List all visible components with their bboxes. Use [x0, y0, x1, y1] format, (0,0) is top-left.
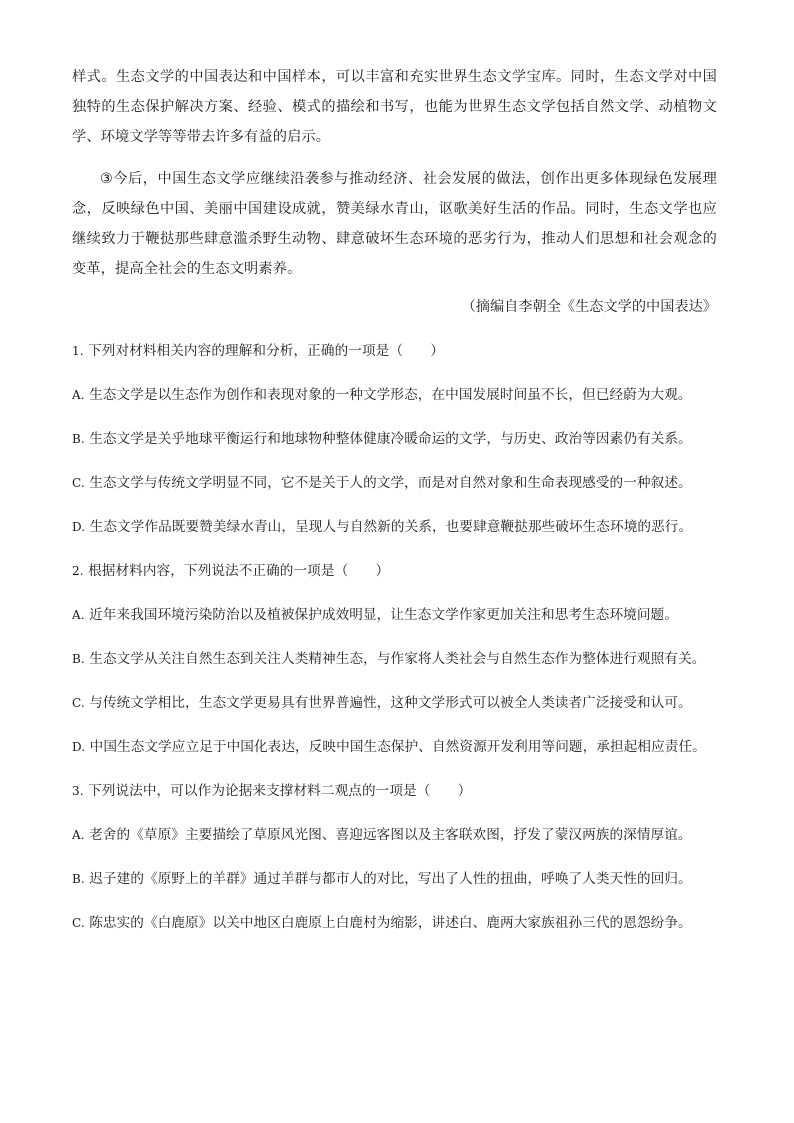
option-text: 老舍的《草原》主要描绘了草原风光图、喜迎远客图以及主客联欢图，抒发了蒙汉两族的深情厚谊。 — [89, 827, 692, 843]
question-number: 3. — [72, 784, 84, 798]
option-letter: B. — [72, 432, 85, 446]
option-letter: A. — [72, 608, 85, 622]
option-text: 生态文学作品既要赞美绿水青山，呈现人与自然新的关系，也要肆意鞭挞那些破坏生态环境的恶行。 — [89, 519, 693, 535]
option-text: 迟子建的《原野上的羊群》通过羊群与都市人的对比，写出了人性的扭曲，呼唤了人类天性的回归。 — [89, 871, 692, 887]
question-2 — [72, 556, 717, 762]
option-a — [72, 380, 717, 410]
question-stem — [72, 776, 717, 806]
option-text: 与传统文学相比，生态文学更易具有世界普遍性，这种文学形式可以被全人类读者广泛接受和认可。 — [89, 695, 692, 711]
option-d — [72, 512, 717, 542]
question-number: 2. — [72, 564, 84, 578]
option-text: 中国生态文学应立足于中国化表达，反映中国生态保护、自然资源开发利用等问题，承担起相应责任。 — [89, 739, 706, 755]
option-c — [72, 688, 717, 718]
question-text: 下列对材料相关内容的理解和分析，正确的一项是（ ） — [88, 343, 445, 359]
option-c — [72, 468, 717, 498]
question-text: 根据材料内容，下列说法不正确的一项是（ ） — [88, 563, 390, 579]
question-number: 1. — [72, 344, 84, 358]
question-stem — [72, 336, 717, 366]
option-text: 生态文学是以生态作为创作和表现对象的一种文学形态，在中国发展时间虽不长，但已经蔚为大观。 — [89, 387, 692, 403]
option-letter: C. — [72, 916, 85, 930]
option-text: 生态文学是关乎地球平衡运行和地球物种整体健康冷暖命运的文学，与历史、政治等因素仍有关系。 — [89, 431, 692, 447]
option-b — [72, 644, 717, 674]
question-stem — [72, 556, 717, 586]
passage-paragraph-1: 样式。生态文学的中国表达和中国样本，可以丰富和充实世界生态文学宝库。同时，生态文学对中国独特的生态保护解决方案、经验、模式的描绘和书写，也能为世界生态文学包括自然文学、动植物文学、环境文学等等带去许多有益的启示。 — [72, 69, 717, 145]
option-letter: B. — [72, 872, 85, 886]
option-b — [72, 424, 717, 454]
question-text: 下列说法中，可以作为论据来支撑材料二观点的一项是（ ） — [88, 783, 472, 799]
passage-paragraph-2: ③今后，中国生态文学应继续沿袭参与推动经济、社会发展的做法，创作出更多体现绿色发展理念，反映绿色中国、美丽中国建设成就，赞美绿水青山，讴歌美好生活的作品。同时，生态文学也应继续致力于鞭挞那些肆意滥杀野生动物、肆意破坏生态环境的恶劣行为，推动人们思想和社会观念的变革，提高全社会的生态文明素养。 — [72, 171, 717, 277]
option-text: 近年来我国环境污染防治以及植被保护成效明显，让生态文学作家更加关注和思考生态环境问题。 — [89, 607, 678, 623]
option-letter: A. — [72, 828, 85, 842]
option-a — [72, 820, 717, 850]
option-text: 陈忠实的《白鹿原》以关中地区白鹿原上白鹿村为缩影，讲述白、鹿两大家族祖孙三代的恩怨纷争。 — [89, 915, 692, 931]
document-page — [72, 62, 717, 938]
option-letter: C. — [72, 696, 85, 710]
option-text: 生态文学从关注自然生态到关注人类精神生态，与作家将人类社会与自然生态作为整体进行观照有关。 — [89, 651, 706, 667]
question-1 — [72, 336, 717, 542]
option-letter: D. — [72, 520, 86, 534]
option-b — [72, 864, 717, 894]
option-letter: C. — [72, 476, 85, 490]
question-3 — [72, 776, 717, 938]
option-d — [72, 732, 717, 762]
passage-source: （摘编自李朝全《生态文学的中国表达》 — [461, 299, 717, 315]
option-c — [72, 908, 717, 938]
option-letter: A. — [72, 388, 85, 402]
option-letter: D. — [72, 740, 86, 754]
option-letter: B. — [72, 652, 85, 666]
option-a — [72, 600, 717, 630]
option-text: 生态文学与传统文学明显不同，它不是关于人的文学，而是对自然对象和生命表现感受的一种叙述。 — [89, 475, 692, 491]
